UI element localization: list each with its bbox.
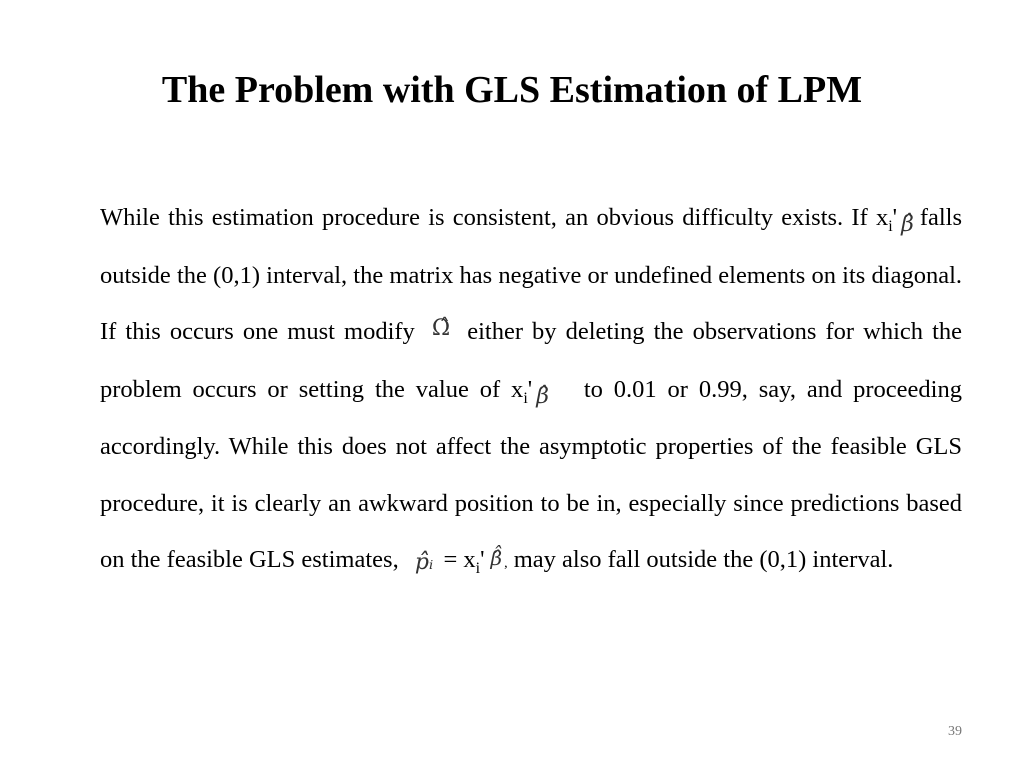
body-text-part-6: may also fall outside the (0,1) interval.	[513, 546, 894, 573]
subscript-i-2: i	[523, 389, 528, 407]
slide-body-paragraph	[100, 190, 962, 593]
body-text-part-5: = x	[443, 546, 476, 573]
slide-title: The Problem with GLS Estimation of LPM	[161, 69, 863, 111]
body-text-part-3: either by deleting the observations for which the problem occurs or setting the value of x	[100, 318, 963, 403]
prime-mark-2: '	[527, 375, 533, 403]
beta-hat-hat-symbol: β̂̂	[490, 546, 503, 570]
body-text-part-1: While this estimation procedure is consistent, an obvious difficulty exists. If x	[100, 204, 889, 231]
beta-hat-symbol-2: β̂	[536, 383, 549, 409]
prime-mark: '	[892, 204, 898, 231]
page-number: 39	[948, 724, 962, 739]
subscript-i-3: i	[475, 559, 481, 577]
body-text-part-2: falls outside the (0,1) interval, the matrix has negative or undefined elements on its diagonal. If this occurs one must modify	[100, 204, 962, 345]
beta-hat-symbol: β̂	[901, 212, 914, 237]
small-comma: ,	[504, 556, 508, 571]
subscript-i: i	[888, 217, 893, 235]
prime-mark-3: '	[480, 546, 485, 573]
body-text-part-4: to 0.01 or 0.99, say, and proceeding accordingly. While this does not affect the asymptotic properties of the feasible GLS procedure, it is clearly an awkward position to be in, especially since predictions based on the feasible GLS estimates,	[100, 375, 962, 573]
omega-hat-symbol: Ω̂	[431, 316, 451, 341]
p-hat-hat-symbol: p̂̂ᵢ	[414, 550, 434, 575]
